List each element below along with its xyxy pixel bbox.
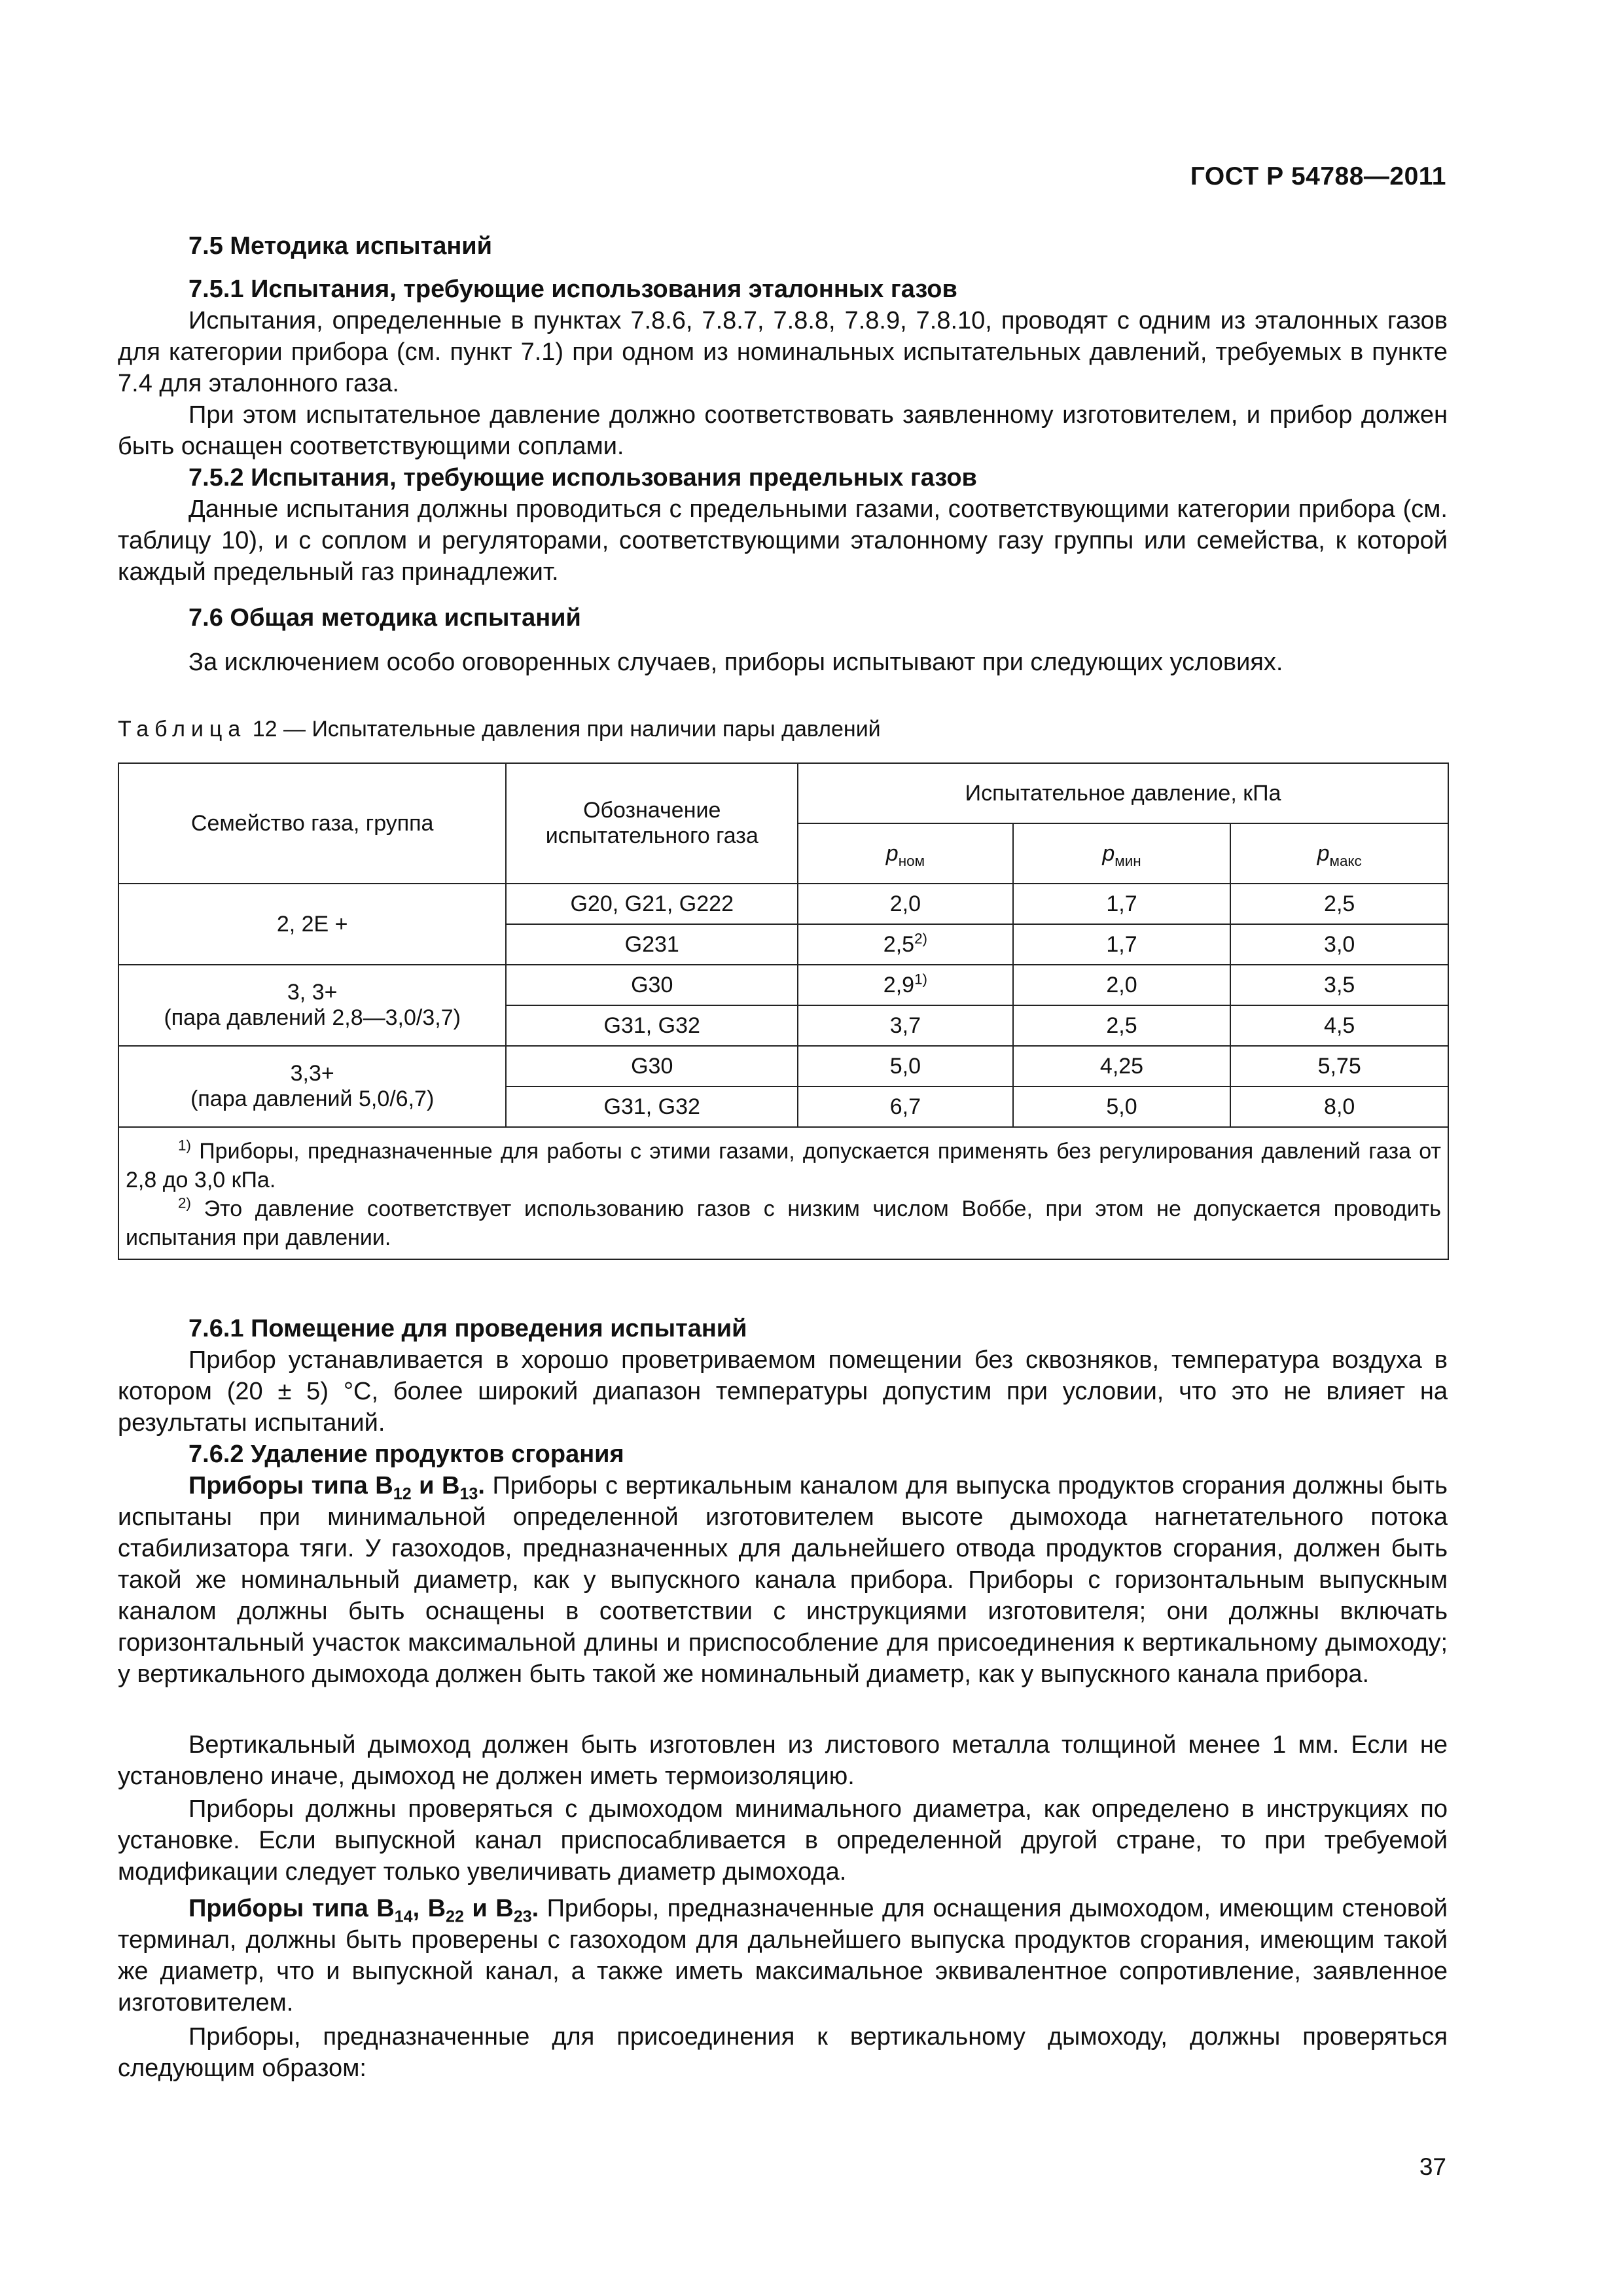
col-header-pressure: Испытательное давление, кПа <box>798 763 1448 823</box>
col-header-family: Семейство газа, группа <box>118 763 506 884</box>
col-header-gas: Обозначение испытательного газа <box>506 763 798 884</box>
p-max-cell: 8,0 <box>1230 1086 1448 1127</box>
p-nom-cell: 6,7 <box>798 1086 1013 1127</box>
page-number: 37 <box>1419 2153 1446 2180</box>
section-7-6-1-title: 7.6.1 Помещение для проведения испытаний <box>188 1315 747 1342</box>
table-caption-word: Таблица <box>118 717 247 742</box>
table-row <box>118 884 1448 924</box>
family-cell: 3,3+ (пара давлений 5,0/6,7) <box>118 1046 506 1127</box>
p-nom-cell: 5,0 <box>798 1046 1013 1086</box>
p-max-cell: 4,5 <box>1230 1005 1448 1046</box>
section-7-6-2-paragraph-4: Приборы типа $B_{14}$, $B_{22}$ и $B_{23}$. Приборы, предназначенные для оснащения дымоходом, имеющим стеновой терминал, должны быть проверены с газоходом для дальнейшего выпуска продуктов сгорания, имеющим такой же диаметр, что и выпускной канал, а также иметь максимальное эквивалентное сопротивление, заявленное изготовителем. <box>118 1895 1448 2017</box>
p-max-cell: 2,5 <box>1230 884 1448 924</box>
p-max-cell: 3,5 <box>1230 965 1448 1005</box>
p-min-cell: 4,25 <box>1013 1046 1231 1086</box>
lead-in-b14-b22-b23: Приборы типа $B_{14}$, $B_{22}$ и $B_{23}$. <box>188 1895 539 1926</box>
section-7-6-paragraph-1: За исключением особо оговоренных случаев, приборы испытывают при следующих условиях. <box>188 649 1283 676</box>
lead-in-b12-b13: Приборы типа $B_{12}$ и $B_{13}$. <box>188 1472 485 1503</box>
section-7-5-1-paragraph-1: Испытания, определенные в пунктах 7.8.6, 7.8.7, 7.8.8, 7.8.9, 7.8.10, проводят с одним из эталонных газов для категории прибора (см. пункт 7.1) при одном из номинальных испытательных давлений, требуемых в пункте 7.4 для эталонного газа. <box>118 307 1448 397</box>
section-7-6-1-paragraph-1: Прибор устанавливается в хорошо проветриваемом помещении без сквозняков, температура воздуха в котором (20 ± 5) °С, более широкий диапазон температуры допустим при условии, что это не влияет на результаты испытаний. <box>118 1346 1448 1437</box>
col-header-p-max: $p_{макс}$ <box>1230 823 1448 884</box>
p-min-cell: 5,0 <box>1013 1086 1231 1127</box>
document-header-id: ГОСТ Р 54788—2011 <box>1190 162 1446 190</box>
gas-cell: G30 <box>506 965 798 1005</box>
section-7-5-1-paragraph-2: При этом испытательное давление должно соответствовать заявленному изготовителем, и прибор должен быть оснащен соответствующими соплами. <box>118 401 1448 460</box>
gas-cell: G30 <box>506 1046 798 1086</box>
table-12 <box>118 762 1449 1260</box>
family-cell: 2, 2E + <box>118 884 506 965</box>
section-7-5-2-paragraph-1: Данные испытания должны проводиться с предельными газами, соответствующими категории прибора (см. таблицу 10), и с соплом и регуляторами, соответствующими эталонному газу группы или семейства, к которой каждый предельный газ принадлежит. <box>118 495 1448 586</box>
gas-cell: G31, G32 <box>506 1005 798 1046</box>
p-min-cell: 2,5 <box>1013 1005 1231 1046</box>
col-header-p-min: $p_{мин}$ <box>1013 823 1231 884</box>
table-footnote-1: $^{1)}$ Приборы, предназначенные для работы с этими газами, допускается применять без регулирования давлений газа от 2,8 до 3,0 кПа. <box>126 1137 1441 1193</box>
table-footnotes <box>118 1127 1448 1259</box>
section-7-6-2-title: 7.6.2 Удаление продуктов сгорания <box>188 1441 624 1468</box>
table-row <box>118 965 1448 1005</box>
section-7-6-2-paragraph-2: Вертикальный дымоход должен быть изготовлен из листового металла толщиной менее 1 мм. Если не установлено иначе, дымоход не должен иметь термоизоляцию. <box>118 1731 1448 1790</box>
table-row <box>118 1046 1448 1086</box>
table-caption-text: 12 — Испытательные давления при наличии пары давлений <box>246 717 881 742</box>
p-nom-cell: 3,7 <box>798 1005 1013 1046</box>
section-7-6-title: 7.6 Общая методика испытаний <box>188 604 581 632</box>
p-nom-cell: 2,5$^{2)}$ <box>798 924 1013 965</box>
p-max-cell: 3,0 <box>1230 924 1448 965</box>
section-7-5-title: 7.5 Методика испытаний <box>188 232 492 260</box>
p-nom-cell: 2,9$^{1)}$ <box>798 965 1013 1005</box>
p-min-cell: 1,7 <box>1013 884 1231 924</box>
gas-cell: G31, G32 <box>506 1086 798 1127</box>
section-7-5-2-title: 7.5.2 Испытания, требующие использования предельных газов <box>188 464 977 492</box>
section-7-6-2-paragraph-3: Приборы должны проверяться с дымоходом минимального диаметра, как определено в инструкциях по установке. Если выпускной канал приспосабливается в определенной другой стране, то при требуемой модификации следует только увеличивать диаметр дымохода. <box>118 1795 1448 1886</box>
gas-cell: G20, G21, G222 <box>506 884 798 924</box>
section-7-6-2-paragraph-5: Приборы, предназначенные для присоединения к вертикальному дымоходу, должны проверяться следующим образом: <box>118 2023 1448 2082</box>
section-7-6-2-paragraph-1: Приборы типа $B_{12}$ и $B_{13}$. Приборы с вертикальным каналом для выпуска продуктов сгорания должны быть испытаны при минимальной определенной изготовителем высоте дымохода нагнетательного потока стабилизатора тяги. У газоходов, предназначенных для дальнейшего отвода продуктов сгорания, должен быть такой же номинальный диаметр, как у выпускного канала прибора. Приборы с горизонтальным выпускным каналом должны быть оснащены в соответствии с инструкциями изготовителя; они должны включать горизонтальный участок максимальной длины и приспособление для присоединения к вертикальному дымоходу; у вертикального дымохода должен быть такой же номинальный диаметр, как у выпускного канала прибора. <box>118 1472 1448 1688</box>
table-footnotes-row <box>118 1127 1448 1259</box>
gas-cell: G231 <box>506 924 798 965</box>
table-footnote-2: $^{2)}$ Это давление соответствует использованию газов с низким числом Воббе, при этом не допускается проводить испытания при давлении. <box>126 1194 1441 1250</box>
table-12-caption <box>118 717 881 742</box>
p-min-cell: 2,0 <box>1013 965 1231 1005</box>
p-min-cell: 1,7 <box>1013 924 1231 965</box>
p-nom-cell: 2,0 <box>798 884 1013 924</box>
section-7-5-1-title: 7.5.1 Испытания, требующие использования эталонных газов <box>188 276 957 303</box>
col-header-p-nom: $p_{ном}$ <box>798 823 1013 884</box>
family-cell: 3, 3+ (пара давлений 2,8—3,0/3,7) <box>118 965 506 1046</box>
p-max-cell: 5,75 <box>1230 1046 1448 1086</box>
